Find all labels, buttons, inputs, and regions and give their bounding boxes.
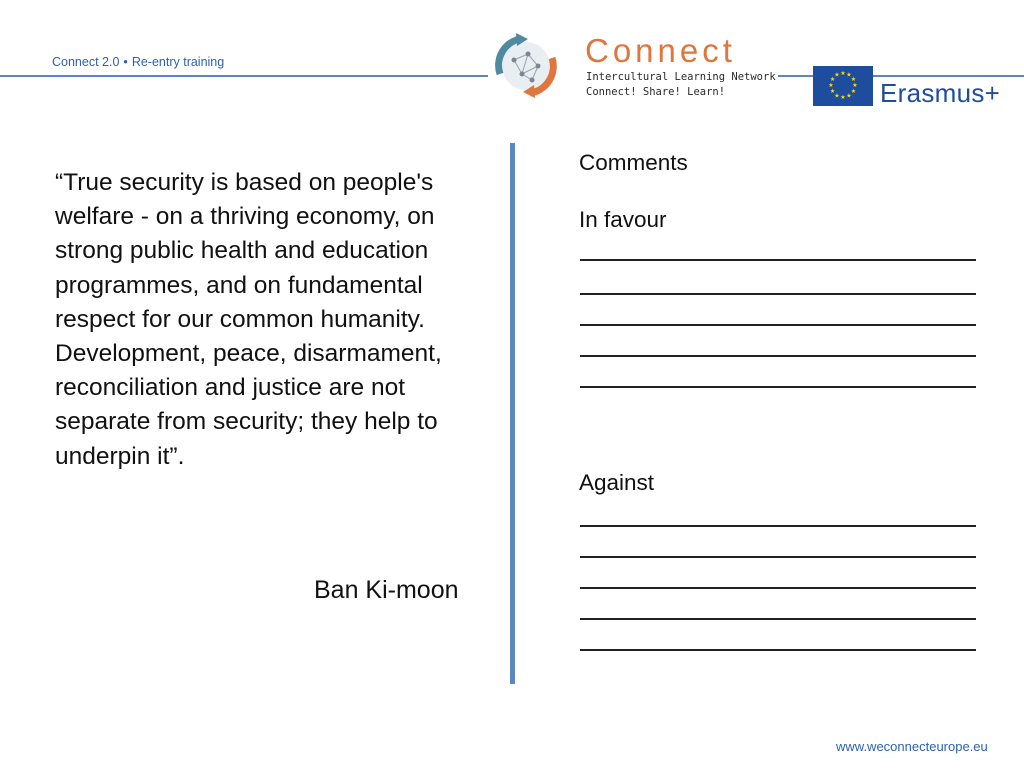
- header-rule-left: [0, 75, 488, 77]
- against-writing-line: [580, 587, 976, 589]
- svg-text:★: ★: [846, 71, 852, 79]
- connect-network-logo-icon: [486, 30, 566, 100]
- svg-text:★: ★: [840, 94, 846, 101]
- connect-tagline: Intercultural Learning Network: [586, 71, 776, 83]
- header-separator: •: [123, 55, 128, 69]
- erasmus-plus-wordmark: Erasmus+: [880, 78, 1001, 108]
- favour-writing-line: [580, 259, 976, 261]
- favour-writing-line: [580, 293, 976, 295]
- svg-text:★: ★: [852, 82, 858, 89]
- svg-text:★: ★: [829, 76, 836, 83]
- favour-writing-line: [580, 324, 976, 326]
- eu-flag-icon: [813, 66, 873, 106]
- in-favour-label: In favour: [579, 207, 667, 232]
- column-divider: [510, 143, 515, 684]
- comments-title: Comments: [579, 150, 688, 175]
- against-writing-line: [580, 525, 976, 527]
- footer-website-link[interactable]: www.weconnecteurope.eu: [836, 739, 988, 754]
- svg-text:★: ★: [850, 88, 857, 95]
- header-title: [52, 55, 224, 69]
- svg-text:★: ★: [846, 92, 852, 100]
- svg-text:★: ★: [840, 70, 846, 77]
- against-writing-line: [580, 649, 976, 651]
- svg-text:★: ★: [828, 82, 834, 89]
- svg-text:★: ★: [834, 92, 840, 100]
- quote-author: Ban Ki-moon: [314, 576, 459, 604]
- favour-writing-line: [580, 355, 976, 357]
- svg-text:★: ★: [850, 76, 857, 83]
- against-writing-line: [580, 618, 976, 620]
- svg-text:★: ★: [829, 88, 836, 95]
- favour-writing-line: [580, 386, 976, 388]
- against-label: Against: [579, 470, 655, 495]
- against-writing-line: [580, 556, 976, 558]
- connect-motto: Connect! Share! Learn!: [586, 86, 726, 98]
- header-title-main: Connect 2.0: [52, 55, 120, 69]
- connect-wordmark: Connect: [585, 32, 736, 69]
- svg-text:★: ★: [834, 71, 840, 79]
- header-subtitle: Re-entry training: [131, 55, 225, 69]
- quote-text: “True security is based on people's welfare - on a thriving economy, on strong public health and education programmes, and on fundamental respect for our common humanity. Development, peace, disarmament, reconciliation and justice are not separate from security; they help to underpin it”.: [55, 169, 442, 470]
